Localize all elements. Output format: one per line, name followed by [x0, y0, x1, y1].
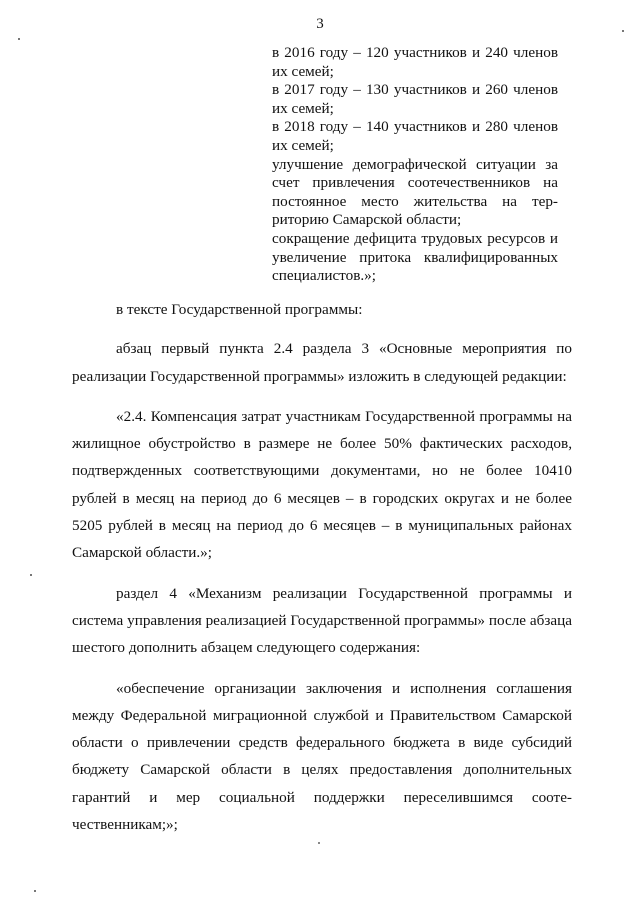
paragraph-section-4-amendment: раздел 4 «Механизм реализации Государственной программы и система управления реализацией Государственной программы» после абзаца шестого дополнить абзацем следующего содержания:: [72, 584, 572, 657]
target-indicators-list: [272, 44, 558, 286]
indicator-2018: в 2018 году – 140 участников и 280 членов их семей;: [272, 118, 558, 154]
labor-deficit-item: сокращение дефицита трудовых ресурсов и увеличение притока квалифицированных специалистов.»;: [272, 229, 558, 285]
document-body: [72, 296, 572, 851]
paragraph-compensation-clause: «2.4. Компенсация затрат участникам Государственной программы на жилищное обустройство в размере не более 50% фактических расходов, подтвержденных соответствующими документами, но не более 10410 рублей в месяц на период до 6 месяцев – в городских округах и не более 5205 рублей в месяц на период до 6 месяцев – в муниципальных районах Самарской области.»;: [72, 407, 572, 562]
paragraph-section-3-amendment: абзац первый пункта 2.4 раздела 3 «Основные мероприятия по реализации Государственной программы» изложить в следующей редакции:: [72, 340, 572, 385]
scan-speck: [18, 38, 20, 40]
demographic-improvement-item: улучшение демографической ситуации за счет привлечения соотечественников на постоянное место жительства на тер-риторию Самарской области;: [272, 155, 558, 229]
page-number: 3: [316, 16, 324, 32]
paragraph-program-text: в тексте Государственной программы:: [116, 301, 363, 318]
indicator-2017: в 2017 году – 130 участников и 260 членов их семей;: [272, 81, 558, 117]
indicator-2016: в 2016 году – 120 участников и 240 членов их семей;: [272, 44, 558, 80]
paragraph-agreement-clause: «обеспечение организации заключения и исполнения соглашения между Федеральной миграционной службой и Правительством Самарской области о привлечении средств федерального бюджета в виде субсидий бюджету Самарской области в целях предоставления дополнительных гарантий и мер социальной поддержки переселившимся сооте-чественникам;»;: [72, 679, 572, 834]
scan-speck: [34, 890, 36, 892]
scan-speck: [622, 30, 624, 32]
scan-speck: [318, 842, 320, 844]
scan-speck: [30, 574, 32, 576]
